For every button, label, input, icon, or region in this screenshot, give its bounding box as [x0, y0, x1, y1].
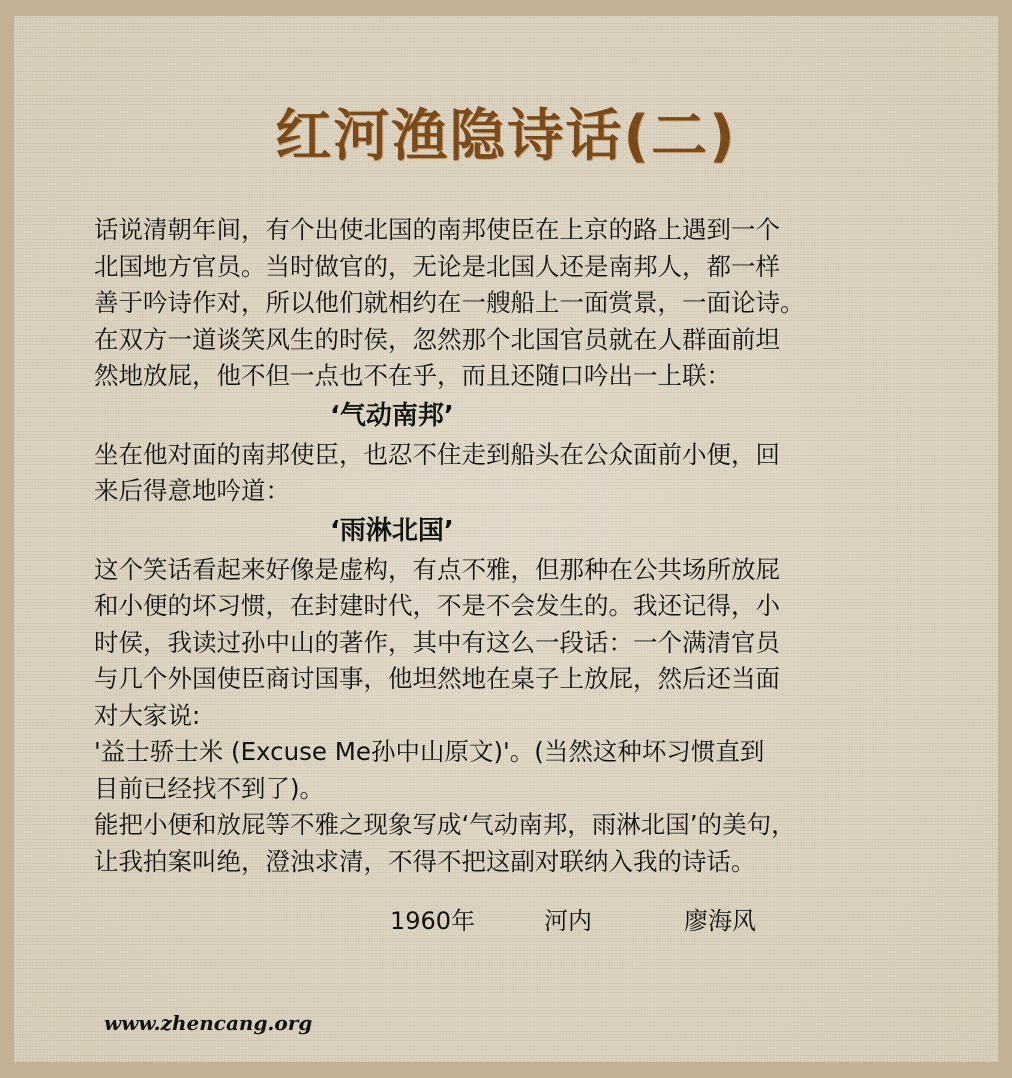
text-line: 和小便的坏习惯，在封建时代，不是不会发生的。我还记得，小: [94, 591, 780, 620]
text-line: 目前已经找不到了)。: [94, 773, 325, 803]
text-line: '益士骄士米 (Excuse Me孙中山原文)'。(当然这种坏习惯直到: [94, 737, 765, 766]
couplet-second-line: ‘雨淋北国’: [330, 515, 454, 546]
website-watermark: www.zhencang.org: [104, 1011, 313, 1035]
text-line: 来后得意地吟道：: [94, 476, 290, 505]
text-line: 坐在他对面的南邦使臣，也忍不住走到船头在公众面前小便，回: [94, 439, 780, 469]
signature-line: [14, 901, 998, 941]
signature-place: 河内: [544, 907, 592, 935]
text-line: 在双方一道谈笑风生的时侯，忽然那个北国官员就在人群面前坦: [94, 324, 780, 354]
document-page: [14, 16, 998, 1062]
text-line: 与几个外国使臣商讨国事，他坦然地在桌子上放屁，然后还当面: [94, 664, 780, 693]
text-line: 善于吟诗作对，所以他们就相约在一艘船上一面赏景，一面论诗。: [94, 288, 805, 317]
text-line: 北国地方官员。当时做官的，无论是北国人还是南邦人，都一样: [94, 251, 780, 281]
text-line: 然地放屁，他不但一点也不在乎，而且还随口吟出一上联：: [94, 361, 731, 390]
article-body: [94, 212, 944, 880]
text-line: 让我拍案叫绝，澄浊求清，不得不把这副对联纳入我的诗话。: [94, 846, 756, 876]
text-line: 能把小便和放屁等不雅之现象写成‘气动南邦，雨淋北国’的美句，: [94, 810, 796, 839]
signature-author: 廖海风: [684, 907, 756, 935]
text-line: 对大家说:: [94, 700, 201, 730]
couplet-first-line: ‘气动南邦’: [330, 400, 454, 431]
page-title: 红河渔隐诗话(二): [275, 104, 737, 169]
text-line: 话说清朝年间，有个出使北国的南邦使臣在上京的路上遇到一个: [94, 215, 780, 244]
signature-year: 1960年: [390, 907, 476, 935]
text-line: 时侯，我读过孙中山的著作，其中有这么一段话：一个满清官员: [94, 627, 780, 657]
text-line: 这个笑话看起来好像是虚构，有点不雅，但那种在公共场所放屁: [94, 554, 780, 584]
